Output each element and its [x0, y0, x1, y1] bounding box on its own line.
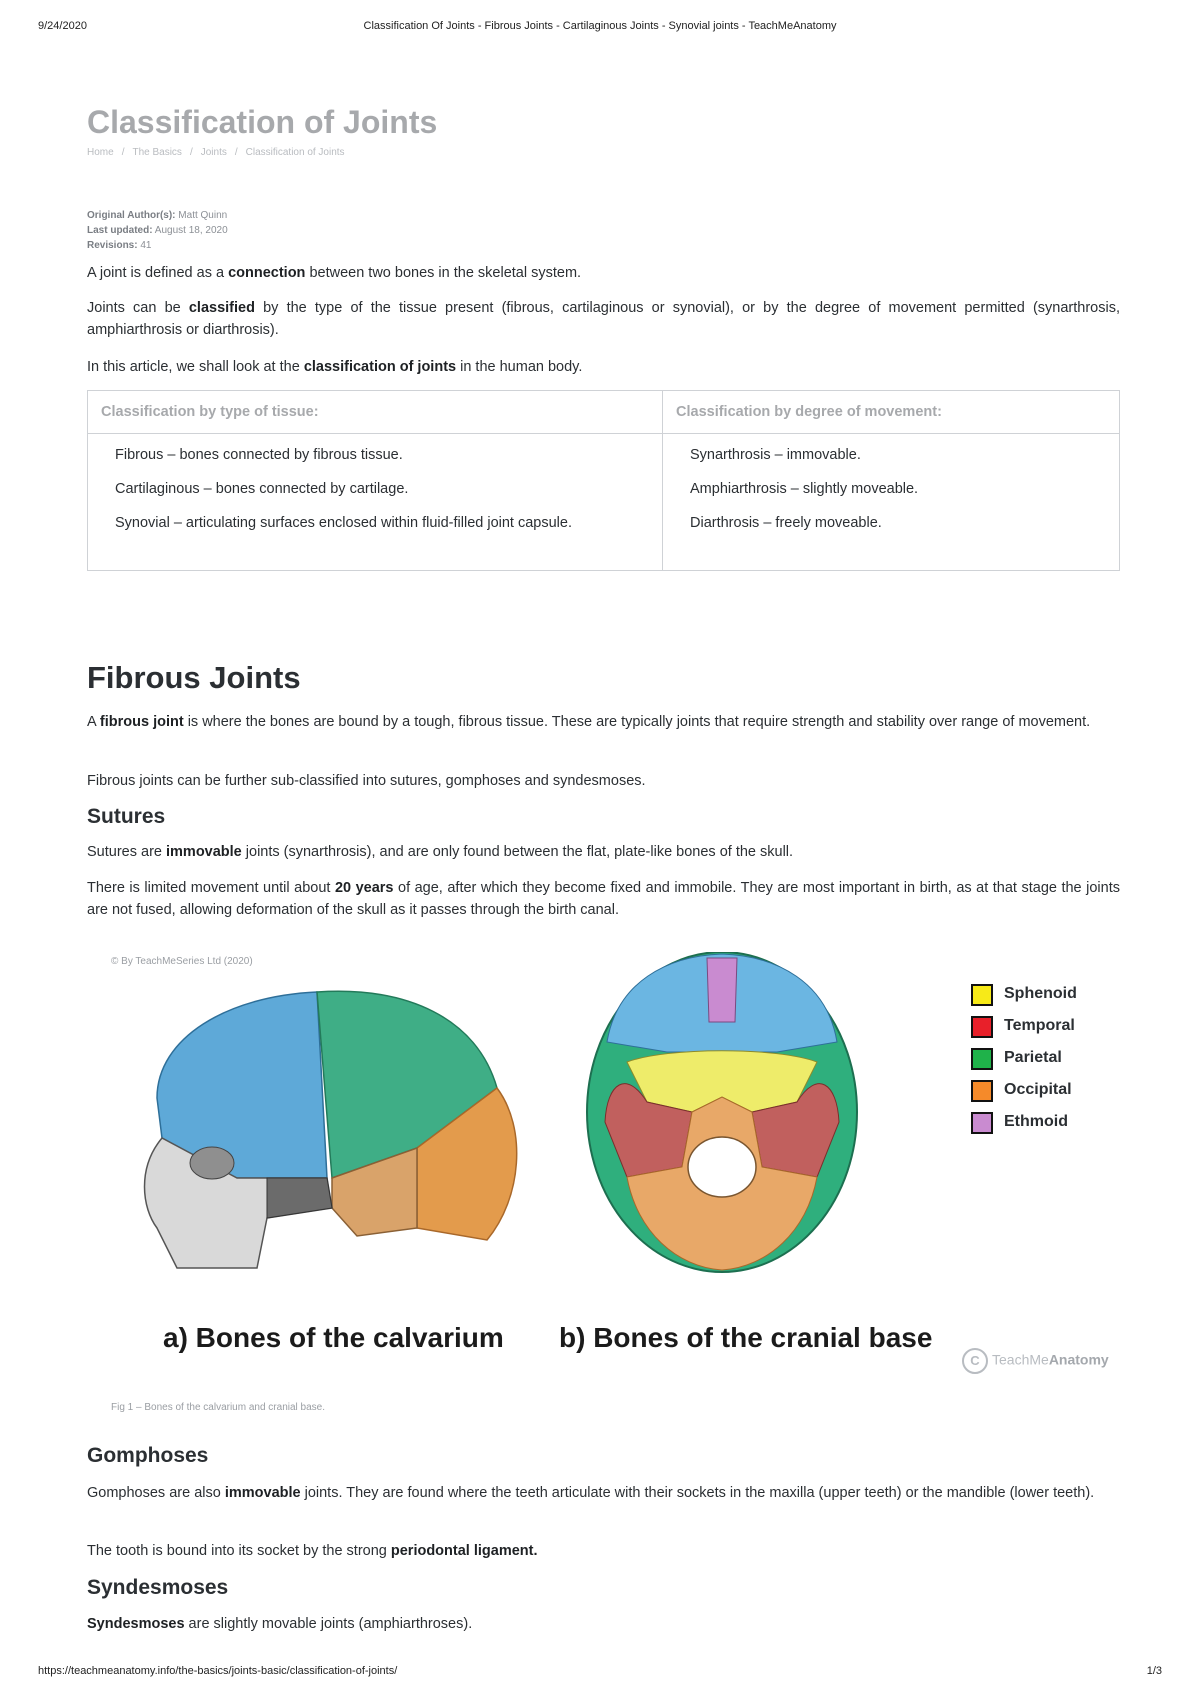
list-item: Synovial – articulating surfaces enclosed within fluid-filled joint capsule.	[115, 515, 572, 531]
figure-skull-bones: © By TeachMeSeries Ltd (2020) Sphenoid Temporal Parietal Occipital Ethmoid a) Bones of the calvarium b) Bones of the cranial base C TeachMeAnatomy	[87, 950, 1120, 1410]
print-page-number: 1/3	[1146, 1665, 1162, 1677]
breadcrumb-current[interactable]: Classification of Joints	[245, 147, 345, 158]
updated-date: August 18, 2020	[154, 225, 228, 236]
print-header	[38, 20, 1162, 38]
breadcrumb: Home / The Basics / Joints / Classification of Joints	[87, 147, 345, 158]
print-footer	[38, 1665, 1162, 1681]
gomphoses-paragraph-2: The tooth is bound into its socket by the strong periodontal ligament.	[87, 1543, 538, 1559]
intro-paragraph-2: Joints can be classified by the type of the tissue present (fibrous, cartilaginous or synovial), or by the degree of movement permitted (synarthrosis, amphiarthrosis or diarthrosis).	[87, 300, 1120, 338]
revisions-label: Revisions:	[87, 240, 138, 251]
legend-swatch	[971, 1112, 993, 1134]
list-item: Amphiarthrosis – slightly moveable.	[690, 481, 919, 497]
figure-caption: Fig 1 – Bones of the calvarium and cranial base.	[111, 1402, 326, 1413]
breadcrumb-the-basics[interactable]: The Basics	[132, 147, 182, 158]
author-name[interactable]: Matt Quinn	[178, 210, 228, 221]
heading-fibrous-joints: Fibrous Joints	[87, 660, 301, 695]
movement-list	[663, 434, 1120, 571]
author-label: Original Author(s):	[87, 210, 176, 221]
revisions-count[interactable]: 41	[140, 240, 152, 251]
syndesmoses-paragraph-1: Syndesmoses are slightly movable joints (amphiarthroses).	[87, 1616, 473, 1632]
heading-gomphoses: Gomphoses	[87, 1444, 209, 1467]
figure-label-calvarium: a) Bones of the calvarium	[163, 1322, 504, 1353]
intro-paragraph-3: In this article, we shall look at the classification of joints in the human body.	[87, 359, 583, 375]
list-item: Diarthrosis – freely moveable.	[690, 515, 882, 531]
sutures-paragraph-2: There is limited movement until about 20 years of age, after which they become fixed and immobile. They are most important in birth, as at that stage the joints are not fused, allowing deformation of the skull as it passes through the birth canal.	[87, 880, 1120, 918]
figure-copyright: © By TeachMeSeries Ltd (2020)	[111, 956, 253, 967]
tissue-list	[88, 434, 663, 571]
breadcrumb-home[interactable]: Home	[87, 147, 114, 158]
copyright-icon: C	[962, 1348, 988, 1374]
print-title: Classification Of Joints - Fibrous Joints - Cartilaginous Joints - Synovial joints - TeachMeAnatomy	[363, 20, 837, 32]
teachmeanatomy-logo: C TeachMeAnatomy	[962, 1348, 1109, 1374]
foramen-magnum	[688, 1137, 756, 1197]
list-item: Synarthrosis – immovable.	[690, 447, 861, 463]
sphenoid-region	[267, 1178, 332, 1218]
table-header-tissue: Classification by type of tissue:	[88, 391, 663, 434]
legend-swatch	[971, 1048, 993, 1070]
fibrous-paragraph-2: Fibrous joints can be further sub-classified into sutures, gomphoses and syndesmoses.	[87, 773, 646, 789]
print-date: 9/24/2020	[38, 20, 87, 32]
heading-sutures: Sutures	[87, 805, 166, 828]
intro-paragraph-1: A joint is defined as a connection between two bones in the skeletal system.	[87, 265, 582, 281]
sutures-paragraph-1: Sutures are immovable joints (synarthrosis), and are only found between the flat, plate-like bones of the skull.	[87, 844, 794, 860]
calvarium-illustration	[117, 978, 597, 1278]
list-item: Fibrous – bones connected by fibrous tissue.	[115, 447, 403, 463]
page-title: Classification of Joints	[87, 104, 438, 140]
classification-table	[87, 390, 1120, 571]
heading-syndesmoses: Syndesmoses	[87, 1576, 229, 1599]
legend-swatch	[971, 1016, 993, 1038]
cranial-base-illustration	[577, 952, 867, 1282]
fibrous-paragraph-1: A fibrous joint is where the bones are bound by a tough, fibrous tissue. These are typically joints that require strength and stability over range of movement.	[87, 714, 1091, 730]
ethmoid	[707, 958, 737, 1022]
figure-label-cranial-base: b) Bones of the cranial base	[559, 1322, 933, 1353]
table-header-movement: Classification by degree of movement:	[663, 391, 1120, 434]
breadcrumb-joints[interactable]: Joints	[200, 147, 227, 158]
print-url[interactable]: https://teachmeanatomy.info/the-basics/joints-basic/classification-of-joints/	[38, 1665, 398, 1677]
legend-swatch	[971, 984, 993, 1006]
orbit	[190, 1147, 234, 1179]
legend-swatch	[971, 1080, 993, 1102]
updated-label: Last updated:	[87, 225, 153, 236]
gomphoses-paragraph-1: Gomphoses are also immovable joints. They are found where the teeth articulate with their sockets in the maxilla (upper teeth) or the mandible (lower teeth).	[87, 1485, 1095, 1501]
list-item: Cartilaginous – bones connected by cartilage.	[115, 481, 409, 497]
article-meta	[87, 208, 228, 253]
